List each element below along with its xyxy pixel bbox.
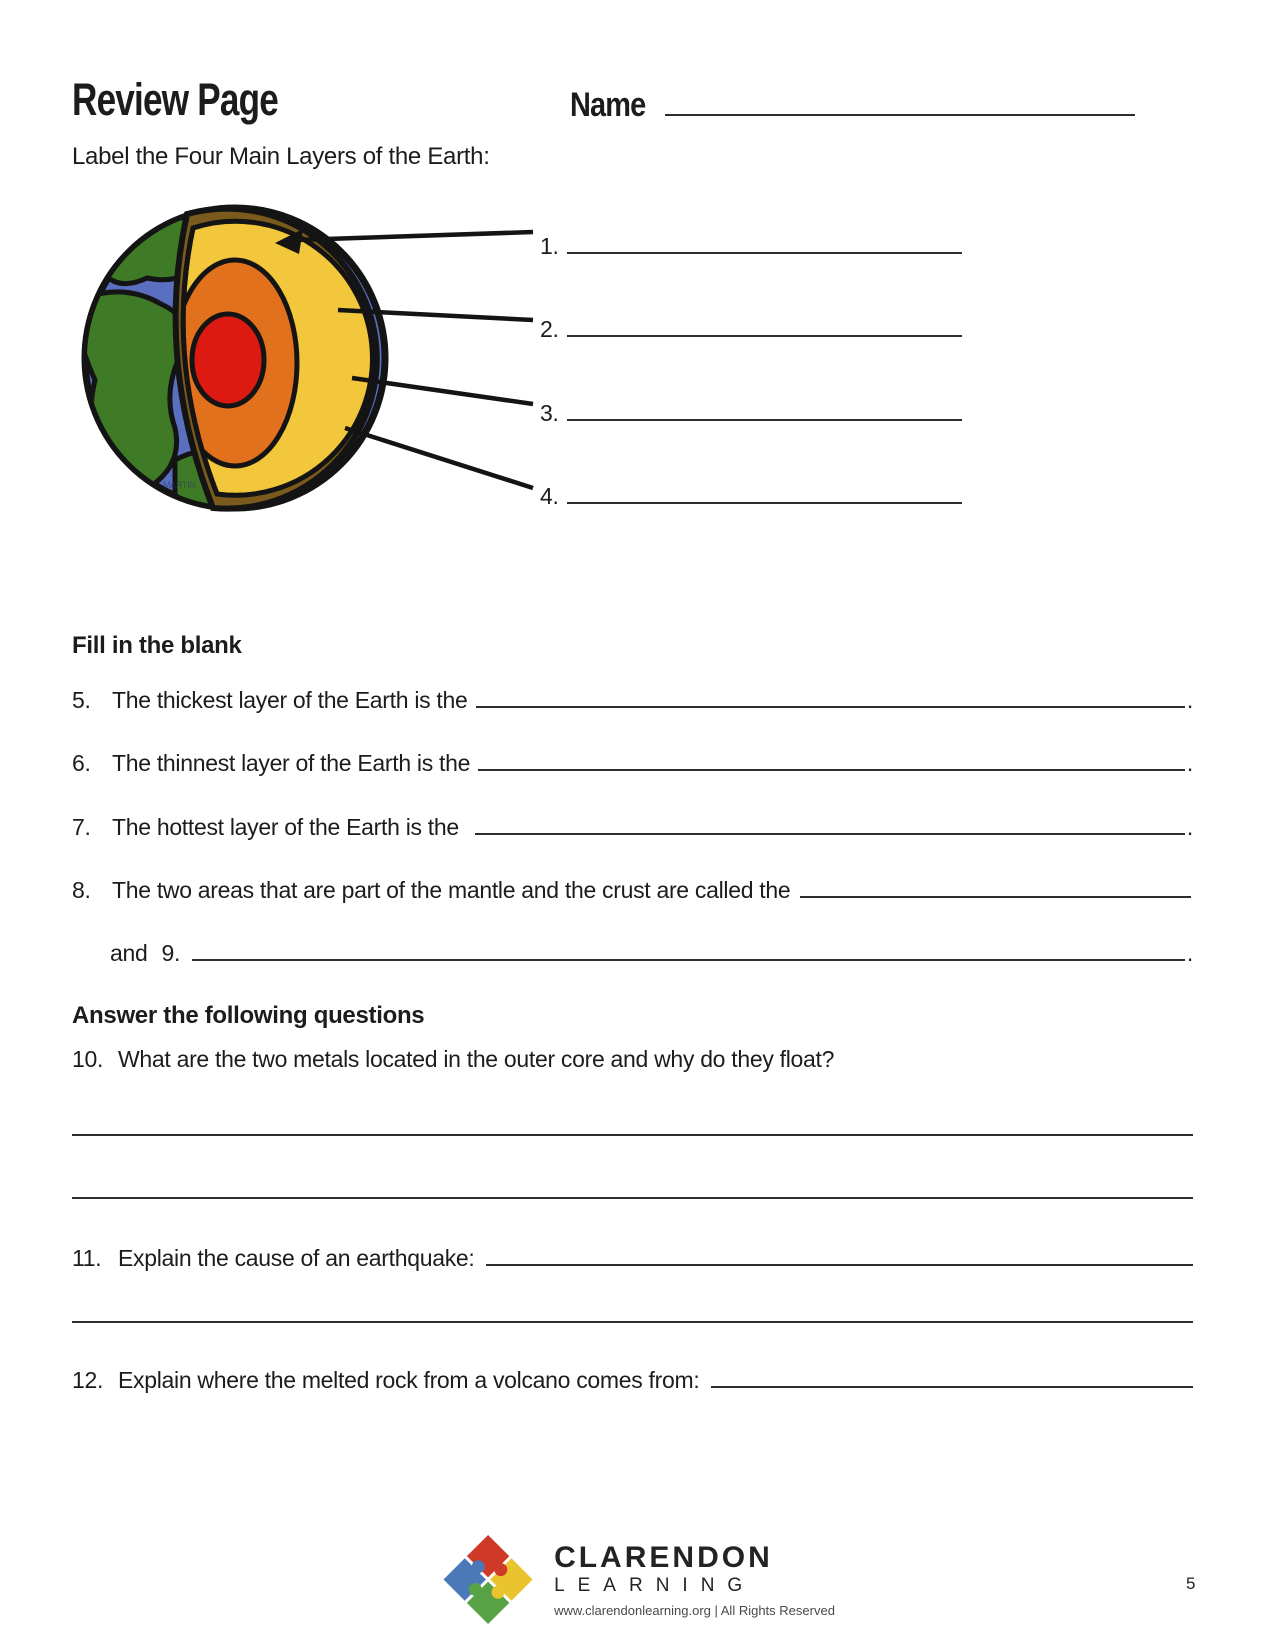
answer-blank-q7[interactable] — [475, 809, 1185, 835]
pointer-line-4 — [345, 428, 533, 488]
question-7-row — [72, 809, 1193, 841]
answer-line-q10-a[interactable] — [72, 1134, 1193, 1136]
diagram-instruction: Label the Four Main Layers of the Earth: — [72, 143, 490, 170]
question-prefix: and — [110, 940, 148, 966]
layer-inner-core — [192, 314, 264, 406]
question-text: Explain where the melted rock from a volcano comes from: — [118, 1367, 700, 1393]
answer-line-q11[interactable] — [72, 1321, 1193, 1323]
answer-questions-heading: Answer the following questions — [72, 1002, 425, 1029]
question-text: The two areas that are part of the mantle and the crust are called the — [112, 877, 791, 903]
artist-watermark: MARTIN — [163, 480, 196, 490]
question-suffix: . — [1186, 814, 1193, 840]
diagram-answer-blank-4[interactable] — [567, 478, 962, 504]
pointer-line-1 — [297, 232, 533, 240]
question-number: 6. — [72, 750, 91, 776]
answer-blank-q11[interactable] — [486, 1240, 1193, 1266]
answer-blank-q12[interactable] — [711, 1362, 1193, 1388]
diagram-label-number: 1. — [540, 233, 559, 259]
clarendon-logo — [440, 1532, 835, 1628]
answer-line-q10-b[interactable] — [72, 1197, 1193, 1199]
question-number: 7. — [72, 814, 91, 840]
question-number: 12. — [72, 1367, 104, 1393]
question-suffix: . — [1186, 687, 1193, 713]
logo-brand-name: CLARENDON — [554, 1540, 773, 1574]
page-title: Review Page — [72, 74, 279, 125]
question-suffix: . — [1186, 750, 1193, 776]
question-text: The hottest layer of the Earth is the — [112, 814, 459, 840]
logo-brand-subname: LEARNING — [554, 1575, 756, 1597]
question-10-row — [72, 1046, 1193, 1073]
question-number: 10. — [72, 1046, 104, 1072]
question-8-row — [72, 872, 1193, 904]
question-11-row — [72, 1240, 1193, 1272]
name-blank[interactable] — [665, 82, 1135, 116]
answer-blank-q9[interactable] — [192, 935, 1185, 961]
answer-blank-q8[interactable] — [800, 872, 1191, 898]
question-12-row — [72, 1362, 1193, 1394]
answer-blank-q5[interactable] — [476, 682, 1185, 708]
fill-in-blank-heading: Fill in the blank — [72, 632, 242, 659]
question-text: The thickest layer of the Earth is the — [112, 687, 468, 713]
continent-west — [78, 292, 185, 491]
logo-text-block — [554, 1542, 835, 1618]
diagram-label-number: 2. — [540, 316, 559, 342]
question-number: 8. — [72, 877, 91, 903]
question-number: 9. — [161, 940, 181, 966]
name-field-row — [570, 82, 1135, 125]
answer-blank-q6[interactable] — [478, 745, 1185, 771]
page-number: 5 — [1186, 1574, 1196, 1593]
name-label: Name — [570, 86, 646, 124]
diagram-label-row-4 — [540, 478, 962, 510]
question-text: The thinnest layer of the Earth is the — [112, 750, 471, 776]
diagram-answer-blank-1[interactable] — [567, 228, 962, 254]
question-6-row — [72, 745, 1193, 777]
diagram-label-row-2 — [540, 311, 962, 343]
question-suffix: . — [1186, 940, 1193, 966]
logo-tagline: www.clarendonlearning.org | All Rights Reserved — [554, 1603, 835, 1619]
question-number: 5. — [72, 687, 91, 713]
diagram-label-row-1 — [540, 228, 962, 260]
diagram-label-row-3 — [540, 395, 962, 427]
diagram-label-number: 4. — [540, 483, 559, 509]
puzzle-logo-icon — [440, 1532, 536, 1628]
question-5-row — [72, 682, 1193, 714]
question-text: What are the two metals located in the outer core and why do they float? — [118, 1046, 835, 1072]
question-text: Explain the cause of an earthquake: — [118, 1245, 475, 1271]
diagram-label-number: 3. — [540, 400, 559, 426]
diagram-answer-blank-2[interactable] — [567, 311, 962, 337]
diagram-answer-blank-3[interactable] — [567, 395, 962, 421]
question-number: 11. — [72, 1245, 102, 1271]
question-9-row — [110, 935, 1193, 967]
earth-layers-diagram — [65, 198, 540, 520]
